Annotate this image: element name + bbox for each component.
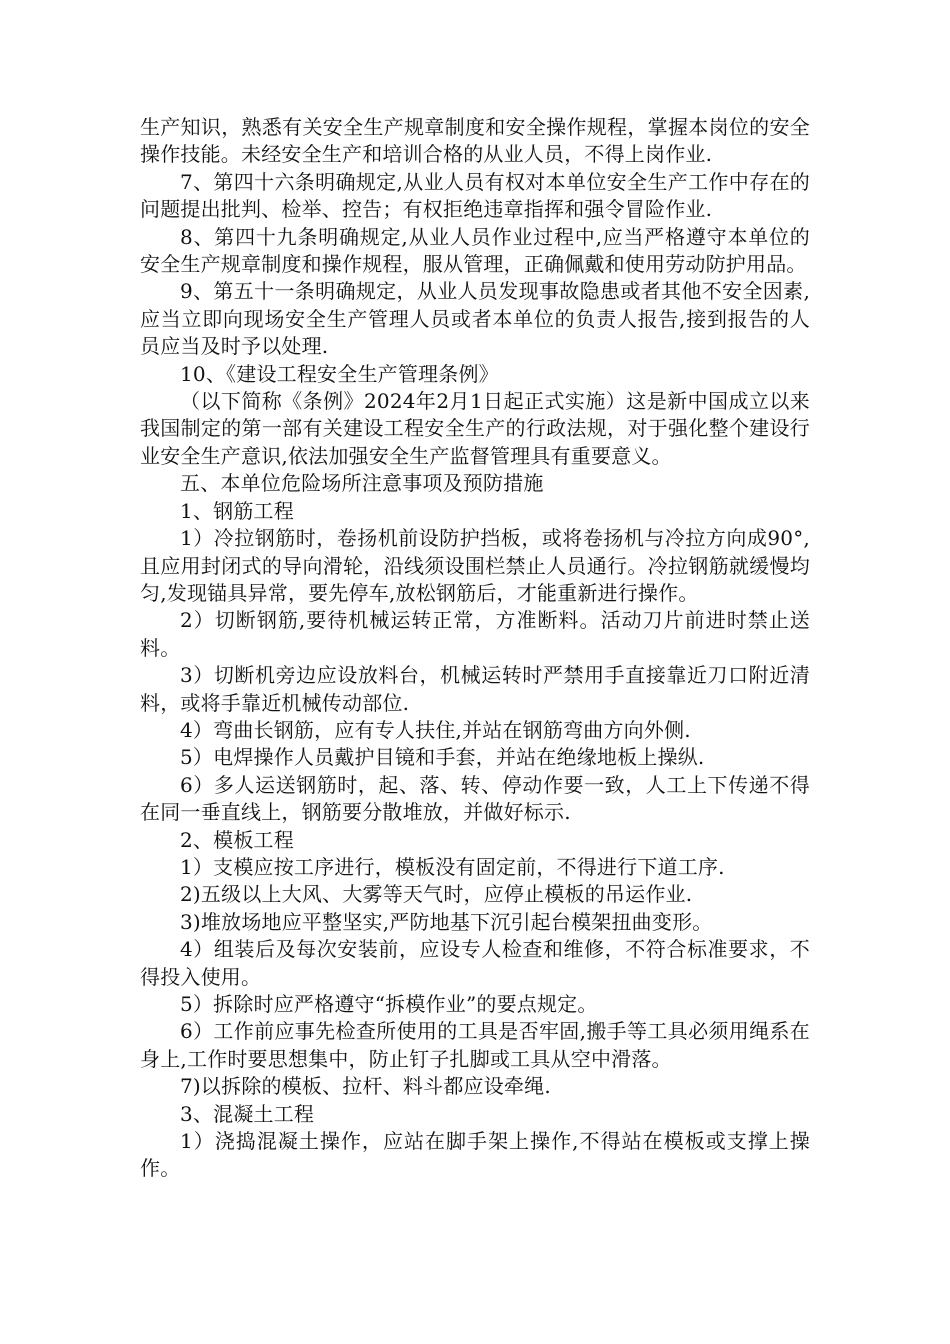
formwork-item-3: 3)堆放场地应平整坚实,严防地基下沉引起台模架扭曲变形。 (180, 909, 713, 934)
paragraph-item-8: 8、第四十九条明确规定,从业人员作业过程中,应当严格遵守本单位的安全生产规章制度和操作规程，服从管理，正确佩戴和使用劳动防护用品。 (140, 224, 810, 277)
rebar-item-3: 3）切断机旁边应设放料台，机械运转时严禁用手直接靠近刀口附近清料，或将手靠近机械传动部位. (140, 663, 810, 715)
subsection-heading-concrete: 3、混凝土工程 (180, 1101, 315, 1126)
concrete-item-1: 1）浇捣混凝土操作，应站在脚手架上操作,不得站在模板或支撑上操作。 (140, 1129, 810, 1181)
rebar-item-2: 2）切断钢筋,要待机械运转正常，方准断料。活动刀片前进时禁止送料。 (140, 608, 810, 660)
rebar-item-6: 6）多人运送钢筋时，起、落、转、停动作要一致，人工上下传递不得在同一垂直线上，钢筋要分散堆放，并做好标示. (140, 772, 810, 825)
rebar-item-4: 4）弯曲长钢筋，应有专人扶住,并站在钢筋弯曲方向外侧. (180, 717, 691, 742)
formwork-item-5: 5）拆除时应严格遵守“拆模作业”的要点规定。 (180, 992, 598, 1016)
formwork-item-2: 2)五级以上大风、大雾等天气时，应停止模板的吊运作业. (180, 882, 693, 907)
subsection-heading-rebar: 1、钢筋工程 (180, 498, 294, 523)
paragraph-item-7: 7、第四十六条明确规定,从业人员有权对本单位安全生产工作中存在的问题提出批判、检举、控告；有权拒绝违章指挥和强令冒险作业. (140, 169, 810, 222)
paragraph-item-9: 9、第五十一条明确规定，从业人员发现事故隐患或者其他不安全因素,应当立即向现场安全生产管理人员或者本单位的负责人报告,接到报告的人员应当及时予以处理. (140, 279, 810, 359)
section-heading-5: 五、本单位危险场所注意事项及预防措施 (180, 471, 544, 496)
formwork-item-1: 1）支模应按工序进行，模板没有固定前，不得进行下道工序. (180, 854, 725, 879)
paragraph-item-10: 10、《建设工程安全生产管理条例》 (180, 361, 499, 386)
formwork-item-7: 7)以拆除的模板、拉杆、料斗都应设牵绳. (180, 1074, 551, 1099)
subsection-heading-formwork: 2、模板工程 (180, 827, 294, 852)
document-body (140, 114, 810, 1183)
formwork-item-4: 4）组装后及每次安装前，应设专人检查和维修，不符合标准要求，不得投入使用。 (140, 937, 810, 989)
paragraph-regulation-note: （以下简称《条例》2024年2月1日起正式实施）这是新中国成立以来我国制定的第一部有关建设工程安全生产的行政法规，对于强化整个建设行业安全生产意识,依法加强安全生产监督管理具有重要意义。 (140, 389, 810, 468)
formwork-item-6: 6）工作前应事先检查所使用的工具是否牢固,搬手等工具必须用绳系在身上,工作时要思想集中，防止钉子扎脚或工具从空中滑落。 (140, 1019, 810, 1071)
paragraph-continuation: 生产知识，熟悉有关安全生产规章制度和安全操作规程，掌握本岗位的安全操作技能。未经安全生产和培训合格的从业人员，不得上岗作业. (140, 115, 810, 167)
rebar-item-1: 1）冷拉钢筋时，卷扬机前设防护挡板，或将卷扬机与冷拉方向成90°,且应用封闭式的导向滑轮，沿线须设围栏禁止人员通行。冷拉钢筋就缓慢均匀,发现锚具异常，要先停车,放松钢筋后，才能重新进行操作。 (140, 526, 810, 605)
rebar-item-5: 5）电焊操作人员戴护目镜和手套，并站在绝缘地板上操纵. (180, 745, 705, 770)
